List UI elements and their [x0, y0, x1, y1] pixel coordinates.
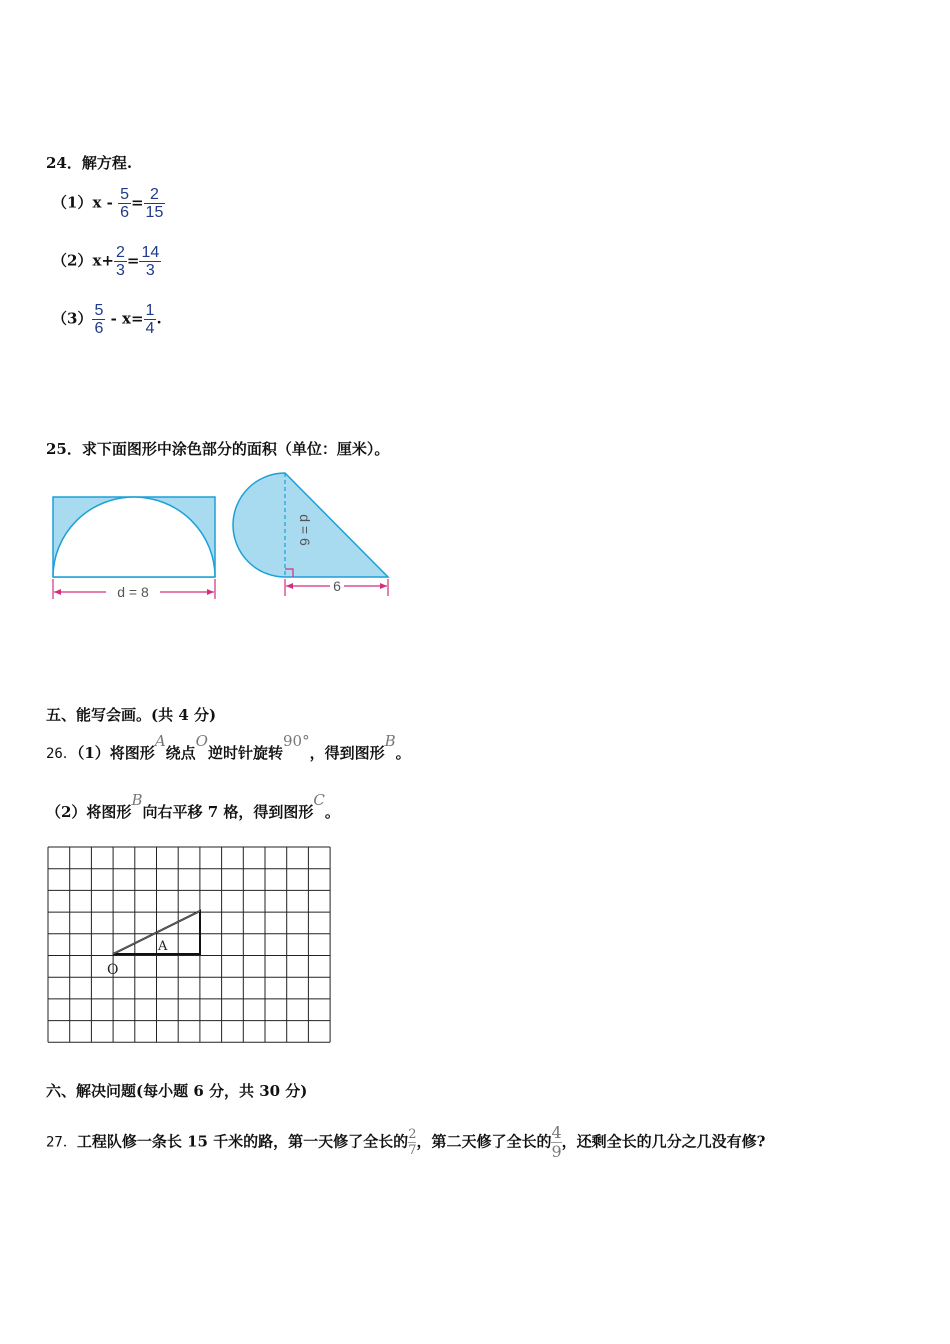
q27-text: 27．工程队修一条长 15 千米的路，第一天修了全长的 $\frac{2}{7}$ ，第二天修了全长的 $\frac{4}{9}$ ，还剩全长的几分之几没有修?: [46, 1123, 766, 1161]
figure-rectangle-semicircle: [53, 497, 215, 600]
fraction: $\frac{2}{3}$: [115, 244, 125, 279]
shape-a-label: A: [158, 939, 168, 954]
q25-figures: [40, 466, 410, 606]
q25-title: 25．求下面图形中涂色部分的面积（单位：厘米）。: [46, 440, 390, 458]
section6-title: 六、解决问题(每小题 6 分，共 30 分): [46, 1082, 308, 1100]
fig2-diameter-label: d = 6: [297, 514, 313, 546]
fraction: $\frac{1}{4}$: [145, 302, 155, 337]
fraction: $\frac{2}{15}$: [145, 186, 164, 221]
fig2-base-label: 6: [333, 578, 341, 594]
section5-title: 五、能写会画。(共 4 分): [46, 706, 217, 724]
figure-semicircle-triangle: [233, 473, 388, 596]
fraction: $\frac{5}{6}$: [120, 186, 129, 221]
q26-part2: （2）将图形B向右平移 7 格，得到图形C。: [46, 791, 340, 821]
fraction: $\frac{2}{7}$: [408, 1127, 417, 1158]
q24-title: 24．解方程.: [46, 154, 133, 172]
q26-part1: 26．（1）将图形A绕点O逆时针旋转90°，得到图形B。: [46, 732, 411, 762]
q24-item-2: （2）x+ $\frac{2}{3}$ = $\frac{14}{3}$: [52, 244, 160, 279]
fraction: $\frac{5}{6}$: [94, 302, 104, 337]
fraction: $\frac{4}{9}$: [551, 1123, 562, 1161]
fig1-dimension-label: d = 8: [117, 584, 149, 600]
q24-item-1: （1）x - $\frac{5}{6}$ = $\frac{2}{15}$: [52, 186, 164, 221]
q26-grid: [46, 846, 332, 1044]
fraction: $\frac{14}{3}$: [141, 244, 160, 279]
point-o-label: O: [107, 962, 119, 978]
q24-item-3: （3） $\frac{5}{6}$ - x= $\frac{1}{4}$ .: [52, 302, 162, 337]
